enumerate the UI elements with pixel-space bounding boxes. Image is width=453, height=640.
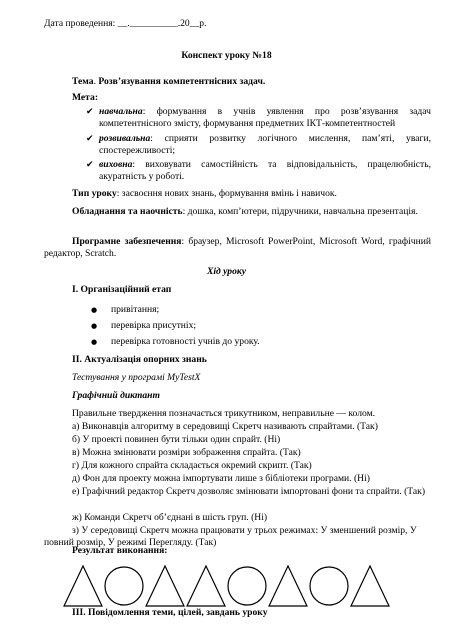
equipment-paragraph xyxy=(44,206,431,218)
lesson-title: Конспект уроку №18 xyxy=(181,50,272,61)
dictation-heading: Графічний диктант xyxy=(72,390,160,401)
circle-shape xyxy=(105,567,143,605)
lesson-type-label: Тип уроку xyxy=(72,188,117,199)
bullet-icon: ● xyxy=(91,322,98,330)
dictation-intro: Правильне твердження позначається трикутником, неправильне — колом. xyxy=(72,408,376,419)
goal-upbringing xyxy=(99,159,431,182)
result-shapes xyxy=(63,562,403,610)
statement: ж) Команди Скретч об’єднані в шість груп. (Ні) xyxy=(72,512,268,523)
triangle-shape xyxy=(64,566,102,606)
bullet-icon: ● xyxy=(91,338,98,346)
goal-text: : сприяти розвитку логічного мислення, пам’яті, уваги, спостережливості; xyxy=(99,133,431,156)
triangle-shape xyxy=(146,566,184,606)
topic-line: Тема. Розв’язування компетентнісних задач. xyxy=(72,76,266,87)
software-label: Програмне забезпечення xyxy=(72,236,182,247)
goals-label: Мета: xyxy=(72,92,99,103)
circle-shape xyxy=(228,567,266,605)
triangle-shape xyxy=(187,566,225,606)
date-line: Дата проведення: __.__________.20__р. xyxy=(44,18,207,29)
goal-educational xyxy=(99,106,431,129)
lesson-type-line xyxy=(72,188,337,200)
statement: д) Фон для проекту можна імпортувати лише з бібліотеки програми. (Ні) xyxy=(72,473,370,484)
stage1-item: перевірка присутніх; xyxy=(111,320,197,331)
checkmark-icon: ✔ xyxy=(86,134,94,144)
triangle-shape xyxy=(269,566,307,606)
statement: а) Виконавців алгоритму в середовищі Скретч називають спрайтами. (Так) xyxy=(72,421,378,432)
software-paragraph xyxy=(44,236,431,259)
statement: б) У проекті повинен бути тільки один спрайт. (Ні) xyxy=(72,434,281,445)
goal-term: розвивальна xyxy=(99,133,151,144)
statement: в) Можна змінювати розміри зображення спрайта. (Так) xyxy=(72,447,301,458)
statement: е) Графічний редактор Скретч дозволяє змінювати імпортовані фони та спрайти. (Так) xyxy=(72,486,426,497)
stage3-heading: ІІІ. Повідомлення теми, цілей, завдань уроку xyxy=(72,607,268,618)
circle-shape xyxy=(310,567,348,605)
triangle-shape xyxy=(351,566,389,606)
stage1-heading: І. Організаційний етап xyxy=(72,284,172,295)
bullet-icon: ● xyxy=(91,306,98,314)
stage1-item: привітання; xyxy=(111,304,160,315)
goal-text: : виховувати самостійність та відповідальність, працелюбність, акуратність у роботі. xyxy=(99,159,431,182)
stage2-heading: ІІ. Актуалізація опорних знань xyxy=(72,354,207,365)
course-heading: Хід уроку xyxy=(206,266,247,277)
statement: з) У середовищі Скретч можна працювати у трьох режимах: У зменшений розмір, У повний розмір, У режимі Перегляду. (Так) xyxy=(44,525,417,548)
topic-label: Тема xyxy=(72,76,94,87)
goal-term: виховна xyxy=(99,159,133,170)
equipment-label: Обладнання та наочність xyxy=(72,206,183,217)
stage1-item: перевірка готовності учнів до уроку. xyxy=(111,336,260,347)
goal-developmental xyxy=(99,133,431,156)
result-label: Результат виконання: xyxy=(72,545,168,556)
equipment-text: : дошка, комп’ютери, підручники, навчальна презентація. xyxy=(182,206,418,217)
checkmark-icon: ✔ xyxy=(86,160,94,170)
testing-line: Тестування у програмі MyTestX xyxy=(72,372,201,383)
checkmark-icon: ✔ xyxy=(86,107,94,117)
goal-term: навчальна xyxy=(99,106,143,117)
statement: г) Для кожного спрайта складається окремий скрипт. (Так) xyxy=(72,460,312,471)
software-text: : браузер, Microsoft PowerPoint, Microsoft Word, графічний редактор, Scratch. xyxy=(44,236,432,259)
topic-text: Розв’язування компетентнісних задач. xyxy=(98,76,266,87)
goal-text: : формування в учнів уявлення про розв’язування задач компетентнісного змісту, формування предметних ІКТ-компетентностей xyxy=(99,106,431,129)
lesson-type-text: : засвоєння нових знань, формування вмінь і навичок. xyxy=(116,188,337,199)
